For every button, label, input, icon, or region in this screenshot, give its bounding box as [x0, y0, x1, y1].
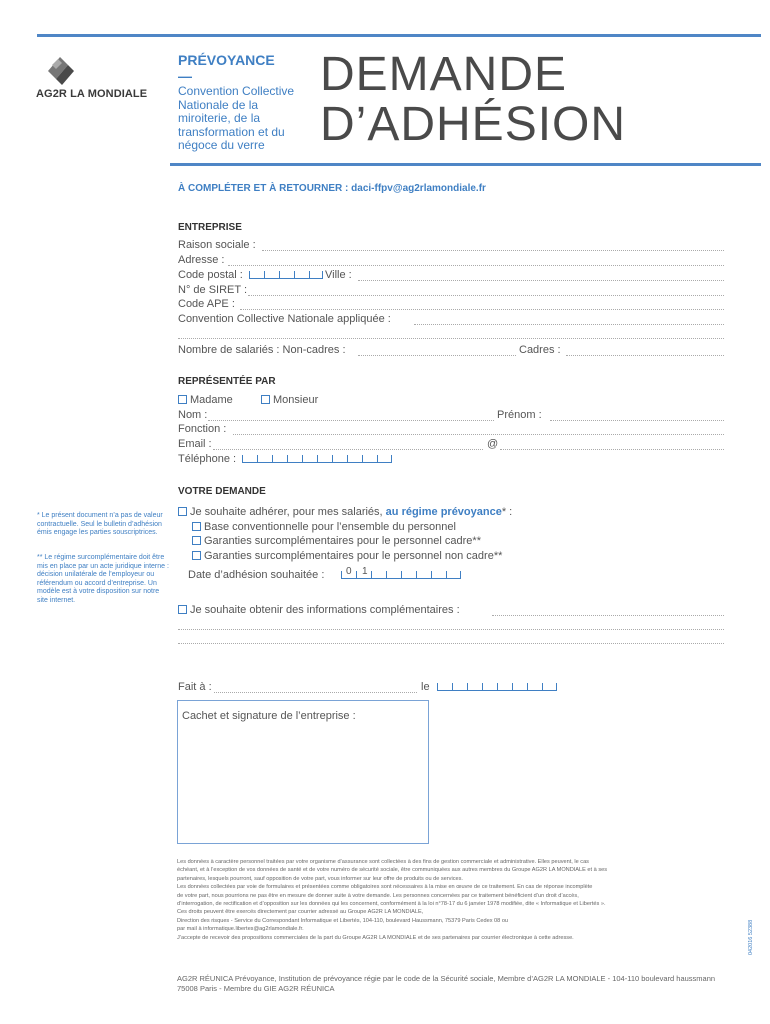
option1-label: Base conventionnelle pour l’ensemble du personnel: [204, 521, 456, 533]
adherer-prefix: Je souhaite adhérer, pour mes salariés,: [190, 506, 383, 518]
legal-line: Direction des risques - Service du Correspondant Informatique et Libertés, 104-110, boulevard Haussmann, 75379 Paris Cedex 08 ou: [177, 917, 509, 924]
section-title-demande: VOTRE DEMANDE: [178, 486, 266, 497]
cadres-label: Cadres :: [519, 344, 561, 356]
top-rule: [37, 34, 761, 37]
date-adhesion-field[interactable]: [341, 569, 461, 579]
legal-line: d’interrogation, de rectification et d’opposition sur les données qui les concernent, conformément à la loi n°78-17 du 6 janvier 1978 modifiée, dite « Informatique et Libertés ».: [177, 901, 606, 908]
category-dash: —: [178, 68, 192, 84]
fonction-field[interactable]: [233, 434, 724, 435]
convention-field[interactable]: [414, 324, 724, 325]
ville-field[interactable]: [358, 280, 724, 281]
footer-text: AG2R RÉUNICA Prévoyance, Institution de prévoyance régie par le code de la Sécurité sociale, Membre d’AG2R LA MONDIALE - 104-110 boulevard haussmann 75008 Paris - Membre du GIE AG2R RÉUNICA: [177, 974, 716, 993]
telephone-label: Téléphone :: [178, 453, 237, 465]
subtitle-line: miroiterie, de la: [178, 111, 261, 125]
adherer-checkbox[interactable]: [178, 507, 187, 516]
siret-label: N° de SIRET :: [178, 284, 247, 296]
option2-checkbox[interactable]: [192, 536, 201, 545]
page-title: [320, 50, 626, 150]
madame-label: Madame: [190, 394, 233, 406]
siret-field[interactable]: [248, 295, 724, 296]
ag2r-logo-icon: [44, 55, 78, 87]
date-adhesion-label: Date d’adhésion souhaitée :: [188, 569, 325, 581]
legal-line: échéant, et à l’exception de vos données de santé et de votre numéro de sécurité sociale, être communiquées aux autres membres du Groupe AG2R LA MONDIALE et à ses: [177, 867, 608, 874]
code-postal-label: Code postal :: [178, 269, 243, 281]
date-prefill-digit-1: 0: [346, 566, 352, 577]
subtitle-line: négoce du verre: [178, 138, 265, 152]
code-ape-label: Code APE :: [178, 298, 235, 310]
adresse-label: Adresse :: [178, 254, 225, 266]
date-signature-field[interactable]: [437, 681, 557, 691]
code-postal-field[interactable]: [249, 269, 323, 279]
date-prefill-digit-2: 1: [362, 566, 368, 577]
le-label: le: [421, 681, 430, 693]
code-ape-field[interactable]: [240, 309, 724, 310]
info-field[interactable]: [492, 615, 724, 616]
legal-line: Ces droits peuvent être exercés directement par courrier adressé au Groupe AG2R LA MONDIALE,: [177, 909, 424, 916]
subtitle-line: Convention Collective: [178, 84, 295, 98]
subtitle-line: Nationale de la: [178, 97, 259, 112]
convention-subtitle: [178, 85, 318, 153]
title-line-1: DEMANDE: [320, 48, 568, 101]
ville-label: Ville :: [325, 269, 352, 281]
nb-salaries-label: Nombre de salariés : Non-cadres :: [178, 344, 346, 356]
prenom-field[interactable]: [550, 420, 724, 421]
side-note-2: ** Le régime surcomplémentaire doit être mis en place par un acte juridique interne : décision unilatérale de l’employeur ou référendum ou accord d’entreprise. Un modèle est à votre disposition sur notre site internet.: [37, 554, 169, 604]
madame-checkbox[interactable]: [178, 395, 187, 404]
side-note-1: * Le présent document n’a pas de valeur contractuelle. Seul le bulletin d’adhésion émis engage les parties souscriptrices.: [37, 512, 163, 536]
email-at-sign: @: [487, 438, 499, 450]
nom-field[interactable]: [208, 420, 494, 421]
monsieur-checkbox[interactable]: [261, 395, 270, 404]
logo-text: AG2R LA MONDIALE: [36, 88, 148, 100]
info-checkbox[interactable]: [178, 605, 187, 614]
legal-line: de votre part, nous pourrions ne pas être en mesure de donner suite à votre demande. Les personnes concernées par ce traitement bénéficient d’un droit d’accès,: [177, 892, 579, 899]
email-label: Email :: [178, 438, 212, 450]
option2-label: Garanties surcomplémentaires pour le personnel cadre**: [204, 535, 481, 547]
return-instructions: À COMPLÉTER ET À RETOURNER : daci-ffpv@ag2rlamondiale.fr: [178, 183, 486, 194]
option1-checkbox[interactable]: [192, 522, 201, 531]
cachet-label: Cachet et signature de l’entreprise :: [182, 710, 356, 722]
legal-line: Les données collectées par voie de formulaires et présentées comme obligatoires sont nécessaires à la mise en œuvre de ce traitement. En cas de réponse incomplète: [177, 884, 593, 891]
info-field-line2[interactable]: [178, 629, 724, 630]
non-cadres-field[interactable]: [358, 355, 516, 356]
cadres-field[interactable]: [566, 355, 724, 356]
title-line-2: D’ADHÉSION: [320, 98, 627, 151]
nom-label: Nom :: [178, 409, 208, 421]
option3-label: Garanties surcomplémentaires pour le personnel non cadre**: [204, 550, 503, 562]
info-field-line3[interactable]: [178, 643, 724, 644]
telephone-field[interactable]: [242, 453, 392, 463]
raison-sociale-field[interactable]: [262, 250, 724, 251]
raison-sociale-label: Raison sociale :: [178, 239, 256, 251]
adherer-suffix: * :: [501, 506, 513, 518]
header-bottom-rule: [170, 163, 761, 166]
option3-checkbox[interactable]: [192, 551, 201, 560]
category-title: PRÉVOYANCE: [178, 52, 275, 68]
legal-line: J’accepte de recevoir des propositions commerciales de la part du Groupe AG2R LA MONDIALE et de ses partenaires par courrier électronique à cette adresse.: [177, 934, 574, 941]
fait-a-label: Fait à :: [178, 681, 212, 693]
legal-line: par mail à informatique.libertes@ag2rlamondiale.fr.: [177, 926, 304, 933]
prenom-label: Prénom :: [497, 409, 542, 421]
convention-label: Convention Collective Nationale appliquée :: [178, 313, 391, 325]
legal-line: partenaires, lesquels pourront, sauf opposition de votre part, vous informer sur leur offre de produits ou de services.: [177, 875, 463, 882]
adresse-field[interactable]: [228, 265, 724, 266]
subtitle-line: transformation et du: [178, 124, 285, 139]
document-code: 042016 52388: [748, 919, 754, 955]
section-title-representee: REPRÉSENTÉE PAR: [178, 376, 276, 387]
fonction-label: Fonction :: [178, 423, 227, 435]
monsieur-label: Monsieur: [273, 394, 319, 406]
adherer-highlight: au régime prévoyance: [385, 506, 502, 518]
section-title-entreprise: ENTREPRISE: [178, 222, 242, 233]
legal-line: Les données à caractère personnel traitées par votre organisme d’assurance sont collectées à des fins de gestion commerciale et administrative. Elles peuvent, le cas: [177, 859, 589, 865]
info-label: Je souhaite obtenir des informations complémentaires :: [190, 604, 460, 616]
legal-notice: [177, 858, 732, 942]
convention-field-line2[interactable]: [178, 338, 724, 339]
email-field-user[interactable]: [213, 449, 483, 450]
adherer-text: [190, 505, 512, 519]
fait-a-field[interactable]: [214, 692, 417, 693]
email-field-domain[interactable]: [500, 449, 724, 450]
